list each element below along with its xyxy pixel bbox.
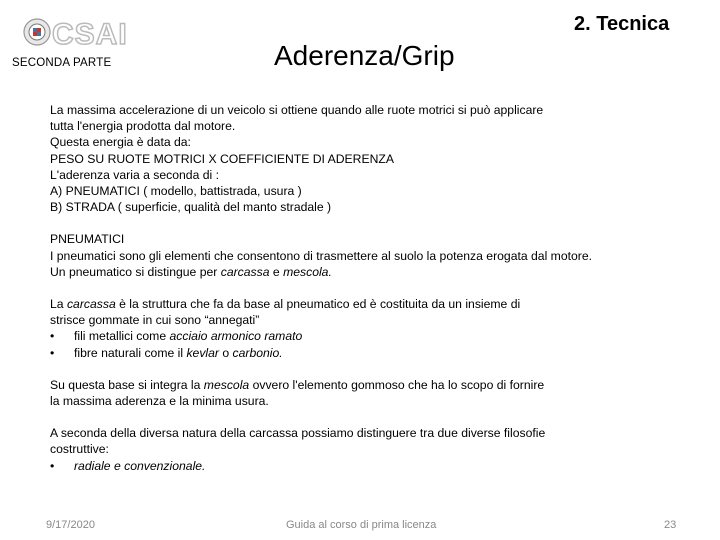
paragraph-costruttive [50, 425, 610, 474]
text-line: La carcassa è la struttura che fa da base al pneumatico ed è costituita da un insieme di [50, 297, 521, 312]
slide-body [50, 102, 610, 490]
paragraph-carcassa [50, 296, 610, 361]
text-line: B) STRADA ( superficie, qualità del manto stradale ) [50, 200, 332, 215]
text-line: La massima accelerazione di un veicolo si ottiene quando alle ruote motrici si può applicare [50, 103, 544, 117]
csai-logo [22, 14, 132, 50]
bullet-icon: • [50, 458, 55, 473]
text-line: I pneumatici sono gli elementi che consentono di trasmettere al suolo la potenza erogata dal motore. [50, 248, 592, 263]
page-title: Aderenza/Grip [274, 40, 455, 71]
text-line: strisce gommate in cui sono “annegati” [50, 313, 260, 328]
bullet-icon: • [50, 329, 55, 344]
bullet-icon: • [50, 345, 55, 360]
page-number: 23 [664, 519, 677, 531]
footer-date: 9/17/2020 [46, 519, 95, 531]
text-line: Questa energia è data da: [50, 135, 191, 150]
text-line: Un pneumatico si distingue per carcassa e mescola. [50, 264, 332, 279]
logo-lettering: CSAI [52, 18, 128, 50]
text-line: A seconda della diversa natura della carcassa possiamo distinguere tra due diverse filosofie [50, 426, 546, 441]
text-heading: PNEUMATICI [50, 232, 125, 247]
text-line: costruttive: [50, 442, 109, 457]
bullet-item: • fibre naturali come il kevlar o carbonio. [50, 345, 283, 360]
text-line: Su questa base si integra la mescola ovvero l'elemento gommoso che ha lo scopo di fornire [50, 377, 545, 392]
footer-title: Guida al corso di prima licenza [286, 519, 437, 531]
text-line: tutta l'energia prodotta dal motore. [50, 119, 236, 134]
text-line: PESO SU RUOTE MOTRICI X COEFFICIENTE DI ADERENZA [50, 151, 394, 166]
paragraph-intro [50, 102, 610, 215]
text-line: la massima aderenza e la minima usura. [50, 394, 269, 409]
paragraph-mescola [50, 377, 610, 409]
paragraph-pneumatici [50, 231, 610, 280]
bullet-item: • radiale e convenzionale. [50, 458, 206, 473]
text-line: L'aderenza varia a seconda di : [50, 167, 220, 182]
text-line: A) PNEUMATICI ( modello, battistrada, usura ) [50, 184, 302, 199]
bullet-item: • fili metallici come acciaio armonico ramato [50, 329, 303, 344]
section-title: 2. Tecnica [574, 13, 670, 35]
subtitle: SECONDA PARTE [12, 57, 112, 69]
